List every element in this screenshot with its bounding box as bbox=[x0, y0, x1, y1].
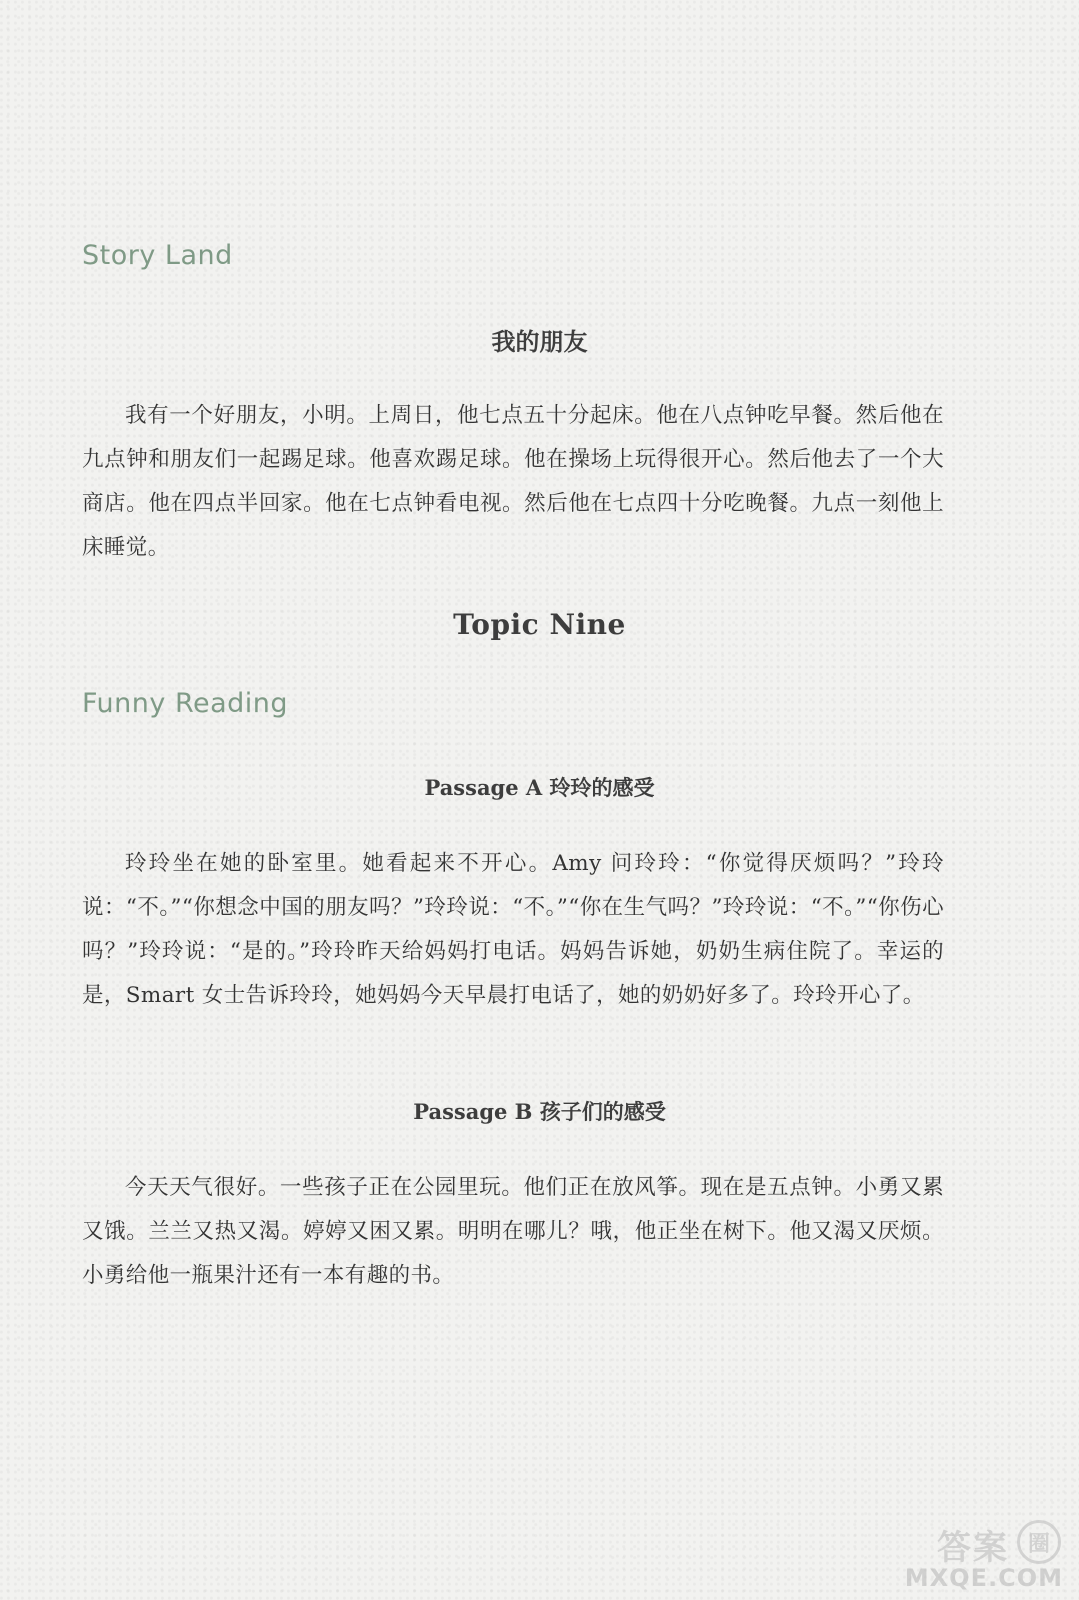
passage-b-paragraph: 今天天气很好。一些孩子正在公园里玩。他们正在放风筝。现在是五点钟。小勇又累又饿。兰兰又热又渴。婷婷又困又累。明明在哪儿？哦，他正坐在树下。他又渴又厌烦。小勇给他一瓶果汁还有一本有趣的书。 bbox=[82, 1175, 944, 1288]
topic-title: Topic Nine bbox=[453, 608, 626, 641]
watermark-url: MXQE.COM bbox=[904, 1564, 1063, 1592]
story-land-label: Story Land bbox=[82, 240, 233, 271]
story-paragraph: 我有一个好朋友，小明。上周日，他七点五十分起床。他在八点钟吃早餐。然后他在九点钟和朋友们一起踢足球。他喜欢踢足球。他在操场上玩得很开心。然后他去了一个大商店。他在四点半回家。他在七点钟看电视。然后他在七点四十分吃晚餐。九点一刻他上床睡觉。 bbox=[82, 403, 944, 560]
site-watermark bbox=[869, 1520, 1069, 1592]
passage-b-title: Passage B 孩子们的感受 bbox=[413, 1099, 666, 1124]
watermark-text: 答案 bbox=[937, 1528, 1009, 1568]
story-title: 我的朋友 bbox=[491, 327, 588, 356]
passage-a-paragraph: 玲玲坐在她的卧室里。她看起来不开心。Amy 问玲玲：“你觉得厌烦吗？”玲玲说：“不。”“你想念中国的朋友吗？”玲玲说：“不。”“你在生气吗？”玲玲说：“不。”“你伤心吗？”玲玲说：“是的。”玲玲昨天给妈妈打电话。妈妈告诉她，奶奶生病住院了。幸运的是，Smart 女士告诉玲玲，她妈妈今天早晨打电话了，她的奶奶好多了。玲玲开心了。 bbox=[82, 851, 944, 1008]
funny-reading-label: Funny Reading bbox=[82, 688, 289, 719]
watermark-badge: 圈 bbox=[1017, 1520, 1061, 1564]
passage-a-title: Passage A 玲玲的感受 bbox=[424, 775, 655, 800]
